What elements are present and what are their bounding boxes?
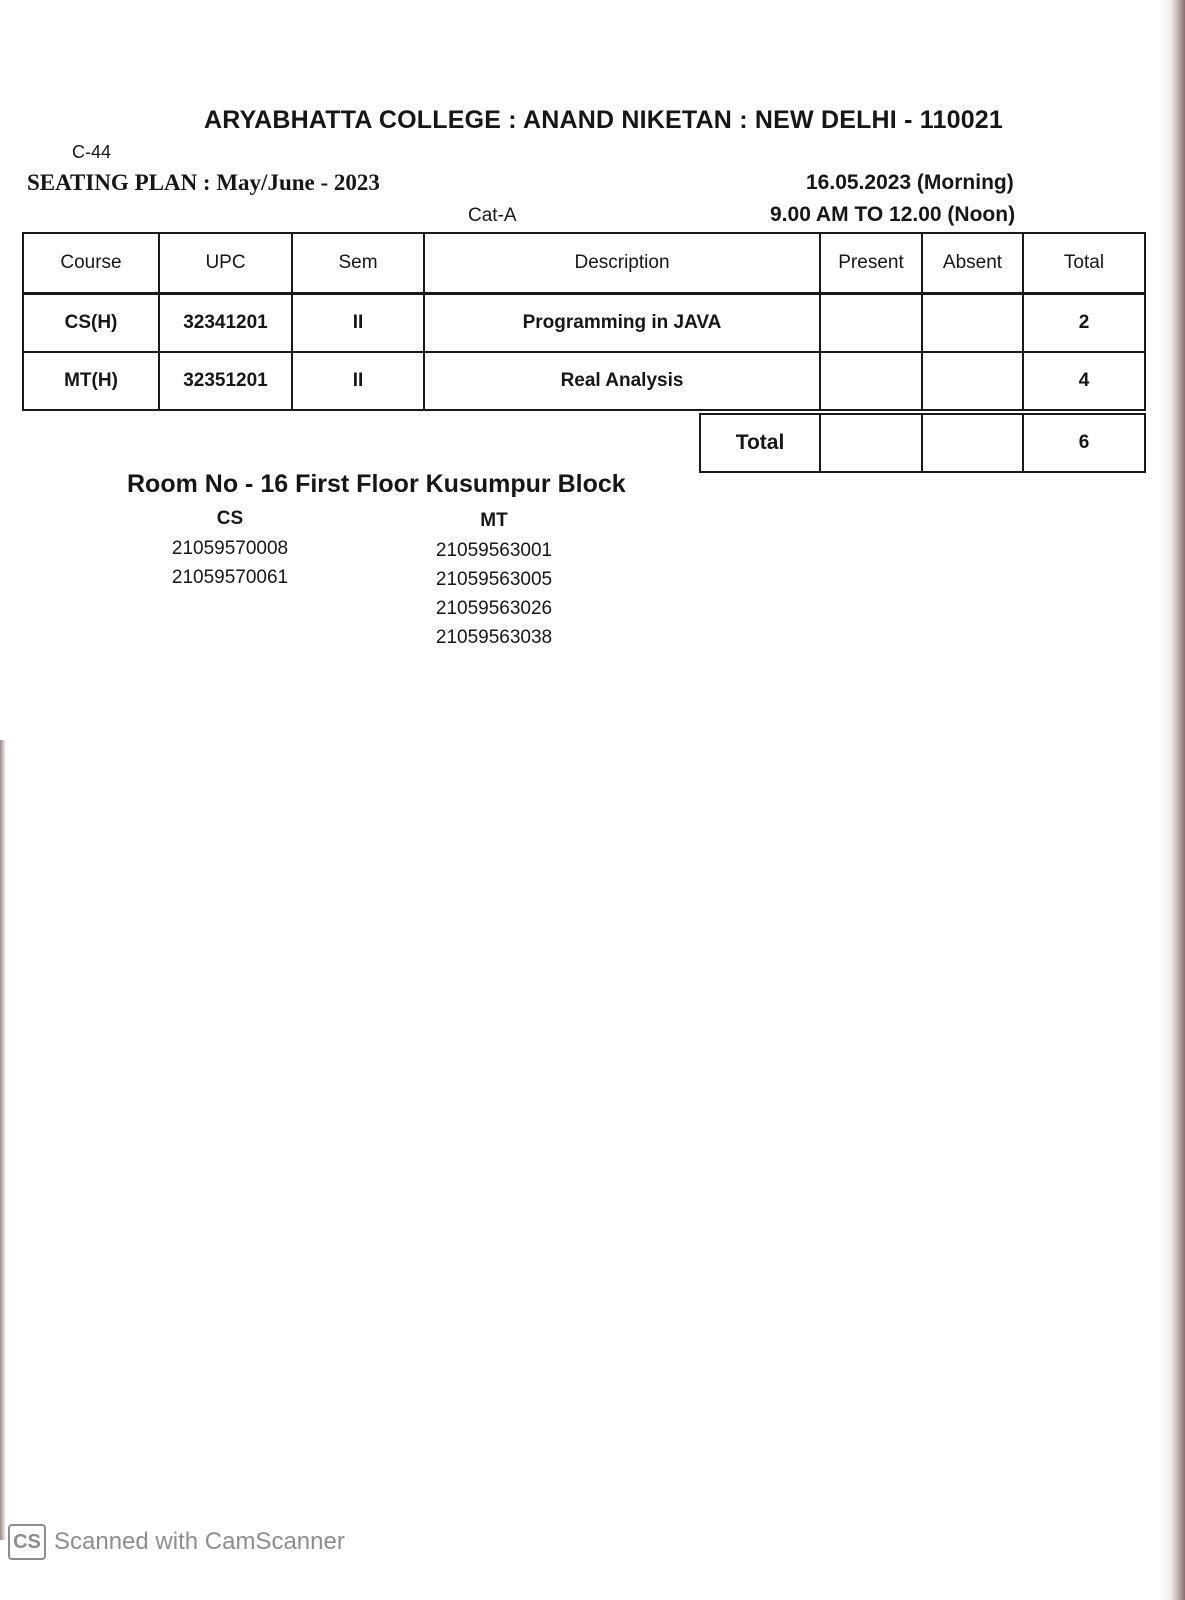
roll-number: 21059570061 [171,567,289,588]
course-cell: MT(H) [23,352,159,410]
grand-total-present [820,414,922,472]
total-cell: 4 [1023,352,1145,410]
grand-total-table [699,413,1146,473]
grand-total-row [700,414,1145,472]
column-header-upc: UPC [159,233,292,294]
roll-number: 21059570008 [171,538,289,559]
present-cell [820,352,922,410]
mt-roll-list [424,506,564,652]
description-cell: Real Analysis [424,352,820,410]
column-header-total: Total [1023,233,1145,294]
watermark-text: Scanned with CamScanner [54,1528,345,1555]
sem-cell: II [292,352,424,410]
exam-date: 16.05.2023 (Morning) [806,171,1014,194]
roll-number: 21059563001 [435,540,553,561]
centre-code: C-44 [72,142,112,162]
camscanner-logo-icon: CS [8,1524,46,1560]
grand-total-label: Total [700,414,820,472]
seating-table [22,232,1146,411]
description-cell: Programming in JAVA [424,294,820,353]
column-header-sem: Sem [292,233,424,294]
mt-roll-heading: MT [480,510,508,531]
present-cell [820,294,922,353]
column-header-absent: Absent [922,233,1023,294]
room-title: Room No - 16 First Floor Kusumpur Block [127,470,626,498]
table-header-row [23,233,1145,294]
upc-cell: 32341201 [159,294,292,353]
seating-plan-title: SEATING PLAN : May/June - 2023 [27,170,380,195]
absent-cell [922,294,1023,353]
column-header-description: Description [424,233,820,294]
absent-cell [922,352,1023,410]
college-title: ARYABHATTA COLLEGE : ANAND NIKETAN : NEW DELHI - 110021 [203,106,1004,134]
table-row [23,352,1145,410]
total-cell: 2 [1023,294,1145,353]
roll-number: 21059563005 [435,569,553,590]
roll-number: 21059563026 [435,598,553,619]
camscanner-watermark [8,1524,345,1560]
column-header-course: Course [23,233,159,294]
sem-cell: II [292,294,424,353]
grand-total-absent [922,414,1023,472]
scan-page-edge-left [0,740,6,1540]
column-header-present: Present [820,233,922,294]
course-cell: CS(H) [23,294,159,353]
cs-roll-heading: CS [216,508,244,529]
cs-roll-list [160,504,300,592]
category-label: Cat-A [468,205,517,226]
table-row [23,294,1145,353]
scan-page-edge [1159,0,1185,1600]
roll-number: 21059563038 [435,627,553,648]
grand-total-value: 6 [1023,414,1145,472]
upc-cell: 32351201 [159,352,292,410]
exam-time: 9.00 AM TO 12.00 (Noon) [770,203,1016,226]
